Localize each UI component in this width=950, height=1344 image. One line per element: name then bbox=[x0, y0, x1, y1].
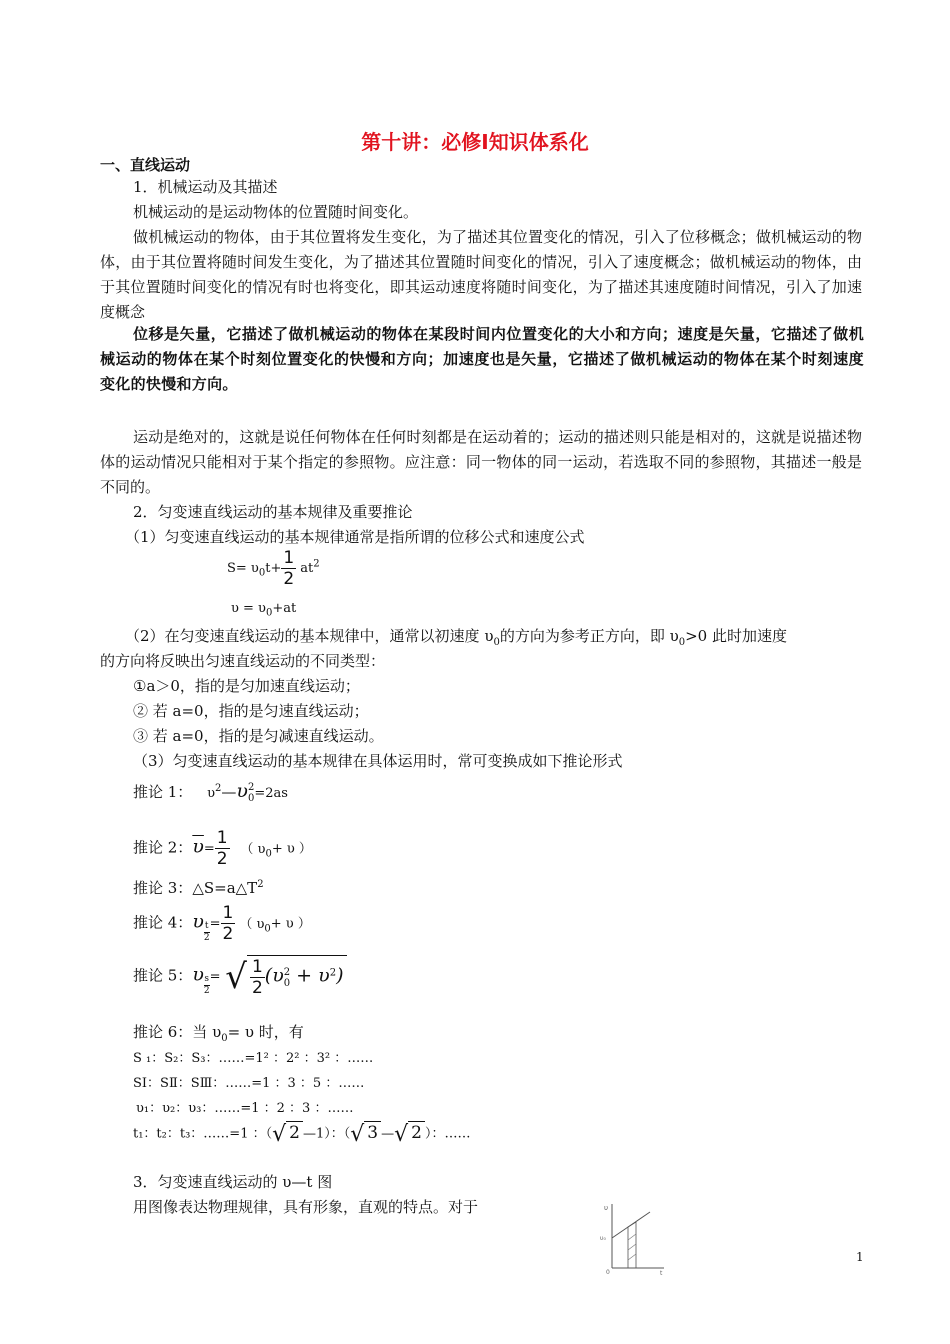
page-title: 第十讲：必修Ⅰ知识体系化 bbox=[361, 130, 589, 154]
corollary-3-sup: 2 bbox=[257, 879, 264, 890]
corollary-1 bbox=[133, 776, 288, 806]
corollary-2-fraction bbox=[215, 828, 230, 869]
ratio-time bbox=[133, 1121, 470, 1147]
corollary-5-label: 推论 5： bbox=[133, 966, 193, 985]
formula-v-left: υ = υ bbox=[231, 601, 266, 616]
vt-graph-hatch-1 bbox=[628, 1234, 636, 1240]
corollary-2 bbox=[133, 828, 312, 869]
corollary-4-end: + υ ） bbox=[270, 916, 311, 932]
corollary-5 bbox=[133, 955, 347, 998]
formula-velocity bbox=[231, 601, 296, 619]
ratio-time-c: — bbox=[381, 1126, 395, 1142]
formula-displacement bbox=[227, 548, 320, 589]
ratio-displacement: S ₁：S₂：S₃：……=1² ：2² ：3² ：…… bbox=[133, 1051, 374, 1066]
case-decelerating: ③ 若 a=0，指的是匀减速直线运动。 bbox=[133, 727, 384, 745]
vt-graph-label-v: υ bbox=[604, 1204, 609, 1212]
corollary-4-sub: 0 bbox=[264, 923, 271, 935]
corollary-2-eq: = bbox=[203, 841, 215, 857]
vt-graph-label-t: t bbox=[660, 1270, 663, 1275]
corollary-4-eq: = bbox=[209, 916, 221, 932]
item2-sub-b: 0 bbox=[678, 637, 686, 648]
corollary-5-num: 1 bbox=[251, 957, 263, 977]
subsection-heading-1: 1．机械运动及其描述 bbox=[133, 178, 278, 196]
corollary-2-num: 1 bbox=[216, 828, 228, 848]
paragraph-relativity: 运动是绝对的，这就是说任何物体在任何时刻都是在运动着的；运动的描述则只能是相对的，这就是说描述物体的运动情况只能相对于某个指定的参照物。应注意：同一物体的同一运动，若选取不同的参照物，其描述一般是不同的。 bbox=[100, 428, 862, 496]
corollary-5-sub-den: 2 bbox=[203, 985, 210, 996]
corollary-4-paren: （ υ bbox=[239, 916, 265, 932]
fraction-numerator: 1 bbox=[283, 548, 295, 568]
corollary-1-sup: 2 bbox=[215, 783, 222, 794]
corollary-4-sub-den: 2 bbox=[203, 932, 210, 943]
subsection-heading-2: 2．匀变速直线运动的基本规律及重要推论 bbox=[133, 503, 413, 521]
vt-graph-label-origin: 0 bbox=[606, 1269, 610, 1275]
corollary-6-rest: = υ 时，有 bbox=[227, 1023, 304, 1041]
item2-text-a: （2）在匀变速直线运动的基本规律中，通常以初速度 υ bbox=[125, 627, 494, 645]
corollary-5-close: ) bbox=[336, 964, 344, 987]
corollary-4-num: 1 bbox=[222, 903, 234, 923]
corollary-5-inner: (υ bbox=[264, 964, 284, 987]
ratio-time-d: ）：…… bbox=[424, 1126, 471, 1142]
sqrt-2b-value: 2 bbox=[408, 1121, 425, 1143]
item-corollaries: （3）匀变速直线运动的基本规律在具体运用时，常可变换成如下推论形式 bbox=[133, 752, 623, 770]
corollary-1-v0: υ bbox=[236, 780, 248, 802]
corollary-2-den: 2 bbox=[216, 849, 228, 869]
corollary-4 bbox=[133, 903, 311, 944]
corollary-5-plus-sup: 2 bbox=[329, 967, 337, 979]
corollary-1-v: υ bbox=[207, 786, 215, 801]
corollary-4-sub-num: t bbox=[204, 920, 209, 931]
corollary-5-inner-sup: 2 bbox=[283, 966, 291, 978]
corollary-5-radicand bbox=[247, 955, 347, 998]
formula-s-mid: t+ bbox=[265, 561, 282, 576]
fraction-denominator: 2 bbox=[283, 569, 295, 589]
corollary-1-v0-sub: 0 bbox=[247, 793, 255, 804]
corollary-3 bbox=[133, 872, 264, 901]
fraction-half bbox=[281, 548, 296, 589]
corollary-6-sub: 0 bbox=[221, 1033, 228, 1044]
item-reference-direction-line2: 的方向将反映出匀速直线运动的不同类型： bbox=[100, 652, 386, 670]
corollary-2-label: 推论 2： bbox=[133, 838, 193, 857]
corollary-1-rhs: =2as bbox=[254, 786, 288, 801]
vt-graph-hatch-2 bbox=[628, 1244, 636, 1250]
corollary-5-eq: = bbox=[209, 969, 221, 985]
sqrt-2 bbox=[272, 1121, 303, 1147]
case-uniform: ② 若 a=0，指的是匀速直线运动； bbox=[133, 702, 369, 720]
corollary-2-sub: 0 bbox=[265, 848, 272, 860]
sqrt-2-value: 2 bbox=[286, 1121, 303, 1143]
corollary-1-dash: — bbox=[221, 783, 237, 801]
paragraph-concepts: 做机械运动的物体，由于其位置将发生变化，为了描述其位置变化的情况，引入了位移概念；做机械运动的物体，由于其位置将随时间发生变化，为了描述其位置随时间变化的情况，引入了速度概念；做机械运动的物体，由于其位置随时间变化的情况有时也将变化，即其运动速度将随时间变化，为了描述其速度随时间情况，引入了加速度概念 bbox=[100, 228, 862, 321]
paragraph-vt-graph: 用图像表达物理规律，具有形象，直观的特点。对于 bbox=[133, 1198, 479, 1216]
sqrt-3 bbox=[350, 1121, 381, 1147]
sqrt-2b bbox=[394, 1121, 425, 1147]
page-number: 1 bbox=[856, 1250, 864, 1264]
sqrt-symbol-b: √ bbox=[350, 1122, 365, 1147]
item2-text-b: 的方向为参考正方向，即 υ bbox=[499, 627, 679, 645]
ratio-time-b: —1）：（ bbox=[302, 1126, 351, 1142]
sqrt-3-value: 3 bbox=[364, 1121, 381, 1143]
corollary-4-label: 推论 4： bbox=[133, 913, 193, 932]
corollary-5-v: υ bbox=[192, 963, 204, 986]
formula-v-right: +at bbox=[272, 601, 297, 616]
formula-s-right: at bbox=[296, 561, 314, 576]
subsection-heading-3: 3．匀变速直线运动的 υ—t 图 bbox=[133, 1173, 333, 1191]
ratio-time-a: t₁：t₂：t₃：……=1 ：（ bbox=[133, 1126, 273, 1142]
corollary-2-paren: （ υ bbox=[240, 841, 266, 857]
item2-sub-a: 0 bbox=[493, 637, 500, 648]
ratio-velocity: υ₁：υ₂：υ₃：……=1 ：2 ：3 ：…… bbox=[136, 1101, 354, 1116]
paragraph-vectors: 位移是矢量，它描述了做机械运动的物体在某段时间内位置变化的大小和方向；速度是矢量，它描述了做机械运动的物体在某个时刻位置变化的快慢和方向；加速度也是矢量，它描述了做机械运动的物体在某个时刻速度变化的快慢和方向。 bbox=[100, 325, 864, 393]
corollary-2-vbar: $\overline{\upsilon}$ bbox=[192, 835, 204, 858]
case-accelerating: ①a＞0，指的是匀加速直线运动； bbox=[133, 677, 360, 695]
corollary-5-sqrt bbox=[225, 955, 346, 998]
ratio-successive-displacement: SⅠ：SⅡ：SⅢ：……=1 ：3 ：5 ：…… bbox=[133, 1076, 365, 1091]
corollary-4-den: 2 bbox=[222, 924, 234, 944]
paragraph-mechanical-motion: 机械运动的是运动物体的位置随时间变化。 bbox=[133, 203, 419, 221]
corollary-2-end: + υ ） bbox=[271, 841, 312, 857]
item2-text-c: >0 此时加速度 bbox=[685, 627, 787, 645]
vt-graph-hatch-3 bbox=[628, 1254, 636, 1260]
corollary-5-inner-sub: 0 bbox=[283, 977, 291, 989]
corollary-4-fraction bbox=[221, 903, 236, 944]
corollary-3-label: 推论 3： bbox=[133, 879, 193, 897]
corollary-6-label: 推论 6：当 υ bbox=[133, 1023, 222, 1041]
formula-s-sup: 2 bbox=[313, 558, 320, 570]
corollary-1-v0-sup: 2 bbox=[247, 782, 255, 793]
corollary-3-text: △S=a△T bbox=[192, 879, 258, 897]
sqrt-symbol-a: √ bbox=[272, 1122, 287, 1147]
sqrt-symbol: √ bbox=[225, 957, 247, 997]
corollary-1-label: 推论 1： bbox=[133, 783, 193, 801]
item-basic-laws: （1）匀变速直线运动的基本规律通常是指所谓的位移公式和速度公式 bbox=[125, 528, 585, 546]
corollary-5-plus: + υ bbox=[290, 964, 330, 987]
sqrt-symbol-c: √ bbox=[394, 1122, 409, 1147]
corollary-5-den: 2 bbox=[251, 978, 263, 998]
corollary-5-sub-num: s bbox=[204, 973, 210, 984]
formula-s-left: S= υ bbox=[227, 561, 259, 576]
formula-s-sub: 0 bbox=[258, 567, 266, 579]
section-heading-linear-motion: 一、直线运动 bbox=[100, 156, 191, 174]
corollary-5-fraction bbox=[250, 957, 265, 998]
corollary-4-v: υ bbox=[192, 910, 204, 933]
vt-graph-figure bbox=[600, 1200, 670, 1275]
formula-v-sub: 0 bbox=[265, 607, 273, 619]
vt-graph-label-v0: υ₀ bbox=[600, 1235, 606, 1242]
